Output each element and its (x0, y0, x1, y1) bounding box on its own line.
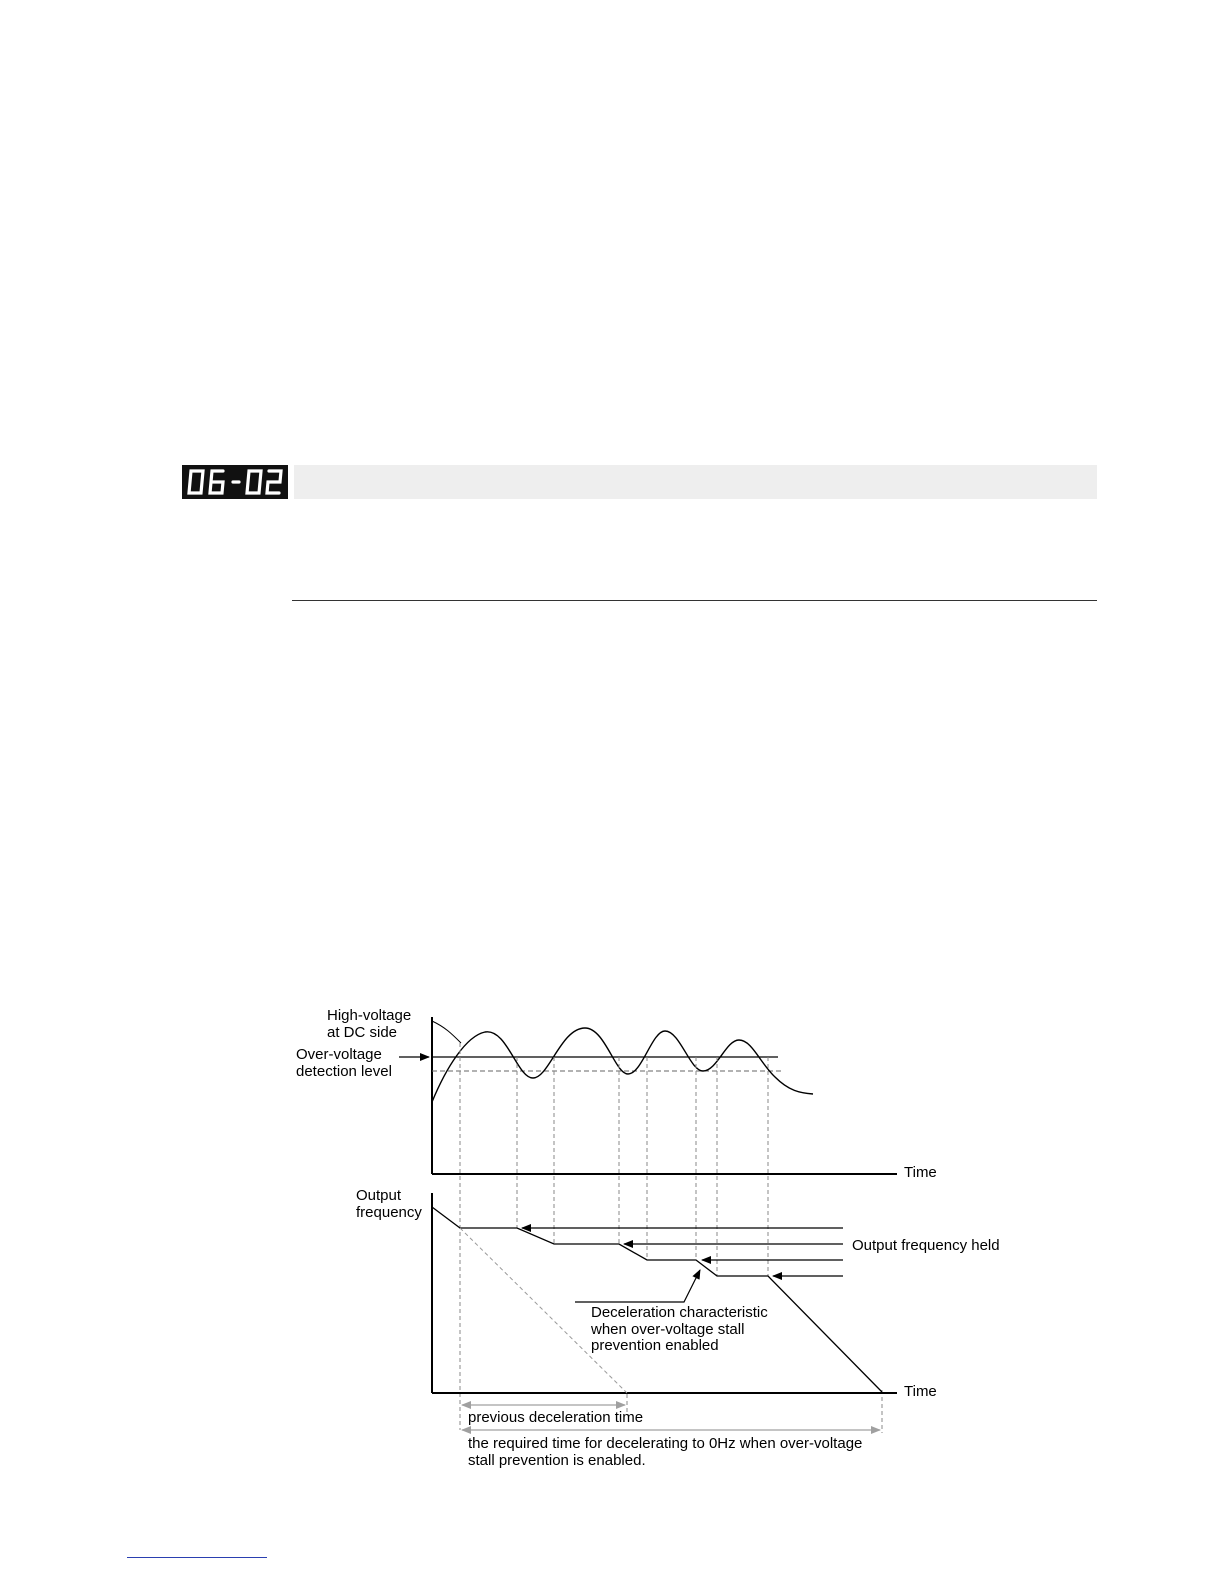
required-time-label-line2: stall prevention is enabled. (468, 1452, 646, 1469)
lower-time-label: Time (904, 1383, 937, 1400)
dc-voltage-label-line2: at DC side (327, 1024, 398, 1041)
frequency-held-label: Output frequency held (852, 1237, 1000, 1254)
footer-link-underline[interactable] (127, 1557, 267, 1558)
decel-characteristic-label-line1: Deceleration characteristic (591, 1304, 768, 1321)
frequency-step-curve (432, 1207, 882, 1392)
dc-voltage-leader (432, 1021, 461, 1043)
output-frequency-label-line1: Output (356, 1187, 402, 1204)
dc-voltage-label-line1: High-voltage (327, 1007, 412, 1024)
guide-lines (460, 1043, 882, 1433)
required-time-label-line1: the required time for decelerating to 0Hz when over-voltage (468, 1435, 863, 1452)
dc-voltage-curve (432, 1028, 813, 1102)
ov-level-label-line1: Over-voltage (296, 1046, 382, 1063)
decel-characteristic-label-line2: when over-voltage stall (591, 1321, 745, 1338)
decel-characteristic-leader (575, 1270, 700, 1302)
dc-voltage-graph (399, 1017, 897, 1174)
output-frequency-label-line2: frequency (356, 1204, 422, 1221)
upper-time-label: Time (904, 1164, 937, 1181)
previous-decel-time-label: previous deceleration time (468, 1409, 644, 1426)
ov-level-label-line2: detection level (296, 1063, 392, 1080)
decel-characteristic-label-line3: prevention enabled (591, 1337, 719, 1354)
